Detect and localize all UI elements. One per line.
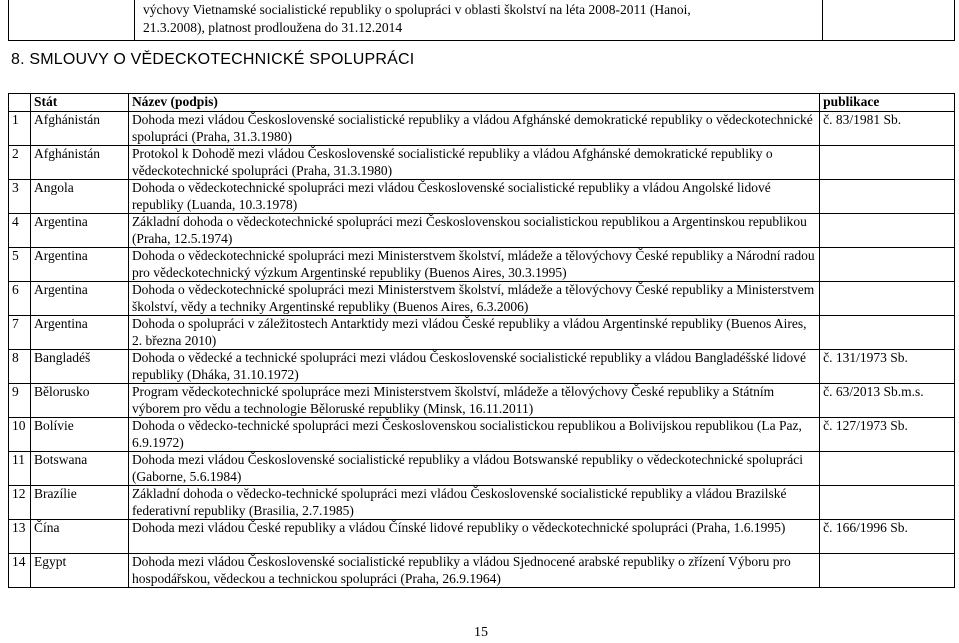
row-name: Dohoda mezi vládou České republiky a vládou Čínské lidové republiky o vědeckotechnické spolupráci (Praha, 1.6.1995) bbox=[128, 520, 819, 554]
row-number: 2 bbox=[9, 146, 31, 180]
row-state: Bělorusko bbox=[30, 384, 128, 418]
treaty-table bbox=[8, 93, 955, 588]
row-number: 7 bbox=[9, 316, 31, 350]
row-state: Bolívie bbox=[30, 418, 128, 452]
row-publication: č. 127/1973 Sb. bbox=[820, 418, 955, 452]
row-number: 5 bbox=[9, 248, 31, 282]
row-name: Dohoda mezi vládou Československé socialistické republiky a vládou Afghánské demokratické republiky o vědeckotechnické spolupráci (Praha, 31.3.1980) bbox=[128, 112, 819, 146]
previous-table-pub-cell bbox=[822, 0, 823, 40]
row-name: Protokol k Dohodě mezi vládou Československé socialistické republiky a vládou Afghánské demokratické republiky o vědeckotechnické spolupráci (Praha, 31.3.1980) bbox=[128, 146, 819, 180]
row-name: Dohoda mezi vládou Československé socialistické republiky a vládou Sjednocené arabské republiky o zřízení Výboru pro hospodářskou, vědeckou a technickou spolupráci (Praha, 26.9.1964) bbox=[128, 554, 819, 588]
table-row bbox=[9, 316, 955, 350]
row-state: Afghánistán bbox=[30, 112, 128, 146]
row-publication: č. 63/2013 Sb.m.s. bbox=[820, 384, 955, 418]
table-row bbox=[9, 452, 955, 486]
row-state: Argentina bbox=[30, 248, 128, 282]
row-state: Argentina bbox=[30, 214, 128, 248]
row-number: 3 bbox=[9, 180, 31, 214]
row-state: Argentina bbox=[30, 282, 128, 316]
row-number: 4 bbox=[9, 214, 31, 248]
row-publication bbox=[820, 486, 955, 520]
row-state: Brazílie bbox=[30, 486, 128, 520]
table-header-row bbox=[9, 94, 955, 112]
row-name: Program vědeckotechnické spolupráce mezi Ministerstvem školství, mládeže a tělovýchovy České republiky a Státním výborem pro vědu a technologie Běloruské republiky (Minsk, 16.11.2011) bbox=[128, 384, 819, 418]
row-name: Základní dohoda o vědecko-technické spolupráci mezi vládou Československé socialistické republiky a vládou Brazilské federativní republiky (Brasilia, 2.7.1985) bbox=[128, 486, 819, 520]
table-row bbox=[9, 214, 955, 248]
row-name: Dohoda o vědeckotechnické spolupráci mezi Ministerstvem školství, mládeže a tělovýchovy České republiky a Národní radou pro vědeckotechnický výzkum Argentinské republiky (Buenos Aires, 30.3.1995) bbox=[128, 248, 819, 282]
row-number: 11 bbox=[9, 452, 31, 486]
row-state: Egypt bbox=[30, 554, 128, 588]
previous-table-num-cell bbox=[9, 0, 135, 40]
row-state: Čína bbox=[30, 520, 128, 554]
row-publication: č. 131/1973 Sb. bbox=[820, 350, 955, 384]
page-number: 15 bbox=[474, 625, 488, 640]
table-row bbox=[9, 146, 955, 180]
row-publication bbox=[820, 146, 955, 180]
header-num bbox=[9, 94, 31, 112]
row-name: Dohoda mezi vládou Československé socialistické republiky a vládou Botswanské republiky o vědeckotechnické spolupráci (Gaborne, 5.6.1984) bbox=[128, 452, 819, 486]
row-publication bbox=[820, 452, 955, 486]
table-row bbox=[9, 520, 955, 554]
row-state: Argentina bbox=[30, 316, 128, 350]
row-number: 14 bbox=[9, 554, 31, 588]
row-state: Botswana bbox=[30, 452, 128, 486]
table-row bbox=[9, 282, 955, 316]
row-publication bbox=[820, 248, 955, 282]
row-publication bbox=[820, 554, 955, 588]
row-name: Dohoda o spolupráci v záležitostech Antarktidy mezi vládou České republiky a vládou Argentinské republiky (Buenos Aires, 2. března 2010) bbox=[128, 316, 819, 350]
row-number: 6 bbox=[9, 282, 31, 316]
row-publication bbox=[820, 282, 955, 316]
previous-table-text bbox=[143, 1, 813, 37]
section-title: 8. SMLOUVY O VĚDECKOTECHNICKÉ SPOLUPRÁCI bbox=[11, 51, 415, 68]
row-number: 12 bbox=[9, 486, 31, 520]
table-body bbox=[9, 112, 955, 588]
row-state: Afghánistán bbox=[30, 146, 128, 180]
previous-table-text-line1: výchovy Vietnamské socialistické republiky o spolupráci v oblasti školství na léta 2008-2011 (Hanoi, bbox=[143, 2, 691, 17]
row-number: 1 bbox=[9, 112, 31, 146]
table-row bbox=[9, 486, 955, 520]
previous-table-text-line2: 21.3.2008), platnost prodloužena do 31.12.2014 bbox=[143, 20, 403, 35]
table-row bbox=[9, 112, 955, 146]
row-name: Základní dohoda o vědeckotechnické spolupráci mezi Československou socialistickou republikou a Argentinskou republikou (Praha, 12.5.1974) bbox=[128, 214, 819, 248]
header-state: Stát bbox=[30, 94, 128, 112]
row-name: Dohoda o vědeckotechnické spolupráci mezi Ministerstvem školství, mládeže a tělovýchovy České republiky a Ministerstvem školství, vědy a techniky Argentinské republiky (Buenos Aires, 6.3.2006) bbox=[128, 282, 819, 316]
row-publication bbox=[820, 180, 955, 214]
table-row bbox=[9, 384, 955, 418]
row-number: 10 bbox=[9, 418, 31, 452]
row-publication bbox=[820, 316, 955, 350]
row-name: Dohoda o vědecké a technické spolupráci mezi vládou Československé socialistické republiky a vládou Bangladéšské lidové republiky (Dháka, 31.10.1972) bbox=[128, 350, 819, 384]
row-number: 8 bbox=[9, 350, 31, 384]
row-number: 9 bbox=[9, 384, 31, 418]
table-row bbox=[9, 248, 955, 282]
row-publication bbox=[820, 214, 955, 248]
table-row bbox=[9, 350, 955, 384]
header-publication: publikace bbox=[820, 94, 955, 112]
row-state: Bangladéš bbox=[30, 350, 128, 384]
row-state: Angola bbox=[30, 180, 128, 214]
table-row bbox=[9, 418, 955, 452]
row-publication: č. 83/1981 Sb. bbox=[820, 112, 955, 146]
table-row bbox=[9, 554, 955, 588]
row-publication: č. 166/1996 Sb. bbox=[820, 520, 955, 554]
header-name: Název (podpis) bbox=[128, 94, 819, 112]
table-row bbox=[9, 180, 955, 214]
row-name: Dohoda o vědeckotechnické spolupráci mezi vládou Československé socialistické republiky a vládou Angolské lidové republiky (Luanda, 10.3.1978) bbox=[128, 180, 819, 214]
row-number: 13 bbox=[9, 520, 31, 554]
row-name: Dohoda o vědecko-technické spolupráci mezi Československou socialistickou republikou a Bolivijskou republikou (La Paz, 6.9.1972) bbox=[128, 418, 819, 452]
